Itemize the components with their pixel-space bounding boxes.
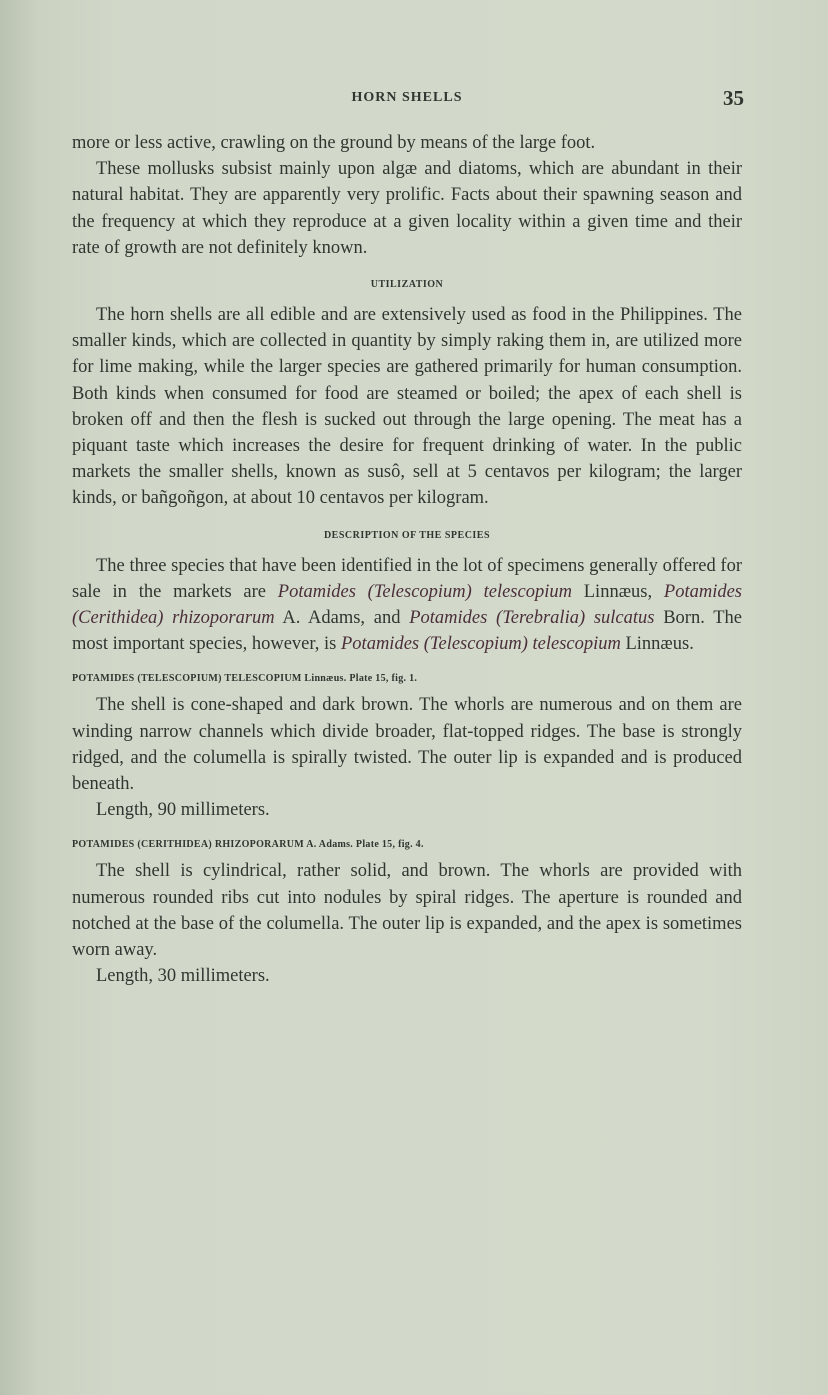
paragraph-species-overview — [72, 553, 742, 658]
text-run: Born. The most important species, however, is — [72, 608, 742, 655]
text-run: The three species that have been identified in the lot of specimens generally offered for sale in the markets are — [72, 555, 742, 602]
species-length-rhizoporarum: Length, 30 millimeters. — [96, 966, 270, 987]
species-name-sulcatus: Potamides (Terebralia) sulcatus — [409, 608, 655, 629]
page-body — [72, 130, 742, 989]
species-description-rhizoporarum: The shell is cylindrical, rather solid, and brown. The whorls are provided with numerous rounded ribs cut into nodules by spiral ridges. The aperture is rounded and notched at the base of the columella. The outer lip is expanded, and the apex is sometimes worn away. — [72, 861, 742, 961]
page-number: 35 — [723, 86, 744, 110]
section-heading-description: DESCRIPTION OF THE SPECIES — [323, 529, 491, 541]
paragraph-utilization: The horn shells are all edible and are extensively used as food in the Philippines. The smaller kinds, which are collected in quantity by simply raking them in, are utilized more for lime making, while the larger species are gathered primarily for human consumption. Both kinds when consumed for food are steamed or boiled; the apex of each shell is broken off and then the flesh is sucked out through the large opening. The meat has a piquant taste which increases the desire for frequent drinking of water. In the public markets the smaller shells, known as susô, sell at 5 centavos per kilogram; the larger kinds, or bañgoñgon, at about 10 centavos per kilogram. — [72, 305, 742, 509]
page-header — [72, 86, 742, 114]
text-run: Linnæus. — [620, 634, 694, 655]
species-name-rhizoporarum: Potamides (Cerithidea) rhizoporarum — [72, 581, 742, 629]
species-heading-rhizoporarum: POTAMIDES (CERITHIDEA) RHIZOPORARUM A. Adams. Plate 15, fig. 4. — [72, 839, 424, 851]
species-heading-telescopium: POTAMIDES (TELESCOPIUM) TELESCOPIUM Linnæus. Plate 15, fig. 1. — [72, 673, 418, 685]
species-name-telescopium: Potamides (Telescopium) telescopium — [341, 634, 621, 655]
species-name-telescopium: Potamides (Telescopium) telescopium — [277, 581, 572, 602]
running-head: HORN SHELLS — [351, 90, 463, 105]
text-run: A. Adams, and — [274, 608, 410, 629]
text-run: Linnæus, — [571, 581, 664, 602]
species-description-telescopium: The shell is cone-shaped and dark brown. The whorls are numerous and on them are winding narrow channels which divide broader, flat-topped ridges. The base is strongly ridged, and the columella is spirally twisted. The outer lip is expanded and is produced beneath. — [72, 695, 742, 795]
section-heading-utilization: UTILIZATION — [370, 279, 444, 291]
species-length-telescopium: Length, 90 millimeters. — [96, 800, 270, 821]
paragraph-continuation: more or less active, crawling on the ground by means of the large foot. — [72, 133, 596, 153]
paragraph-habits: These mollusks subsist mainly upon algæ and diatoms, which are abundant in their natural habitat. They are apparently very prolific. Facts about their spawning season and the frequency at which they reproduce at a given locality within a given time and their rate of growth are not definitely known. — [72, 159, 742, 258]
